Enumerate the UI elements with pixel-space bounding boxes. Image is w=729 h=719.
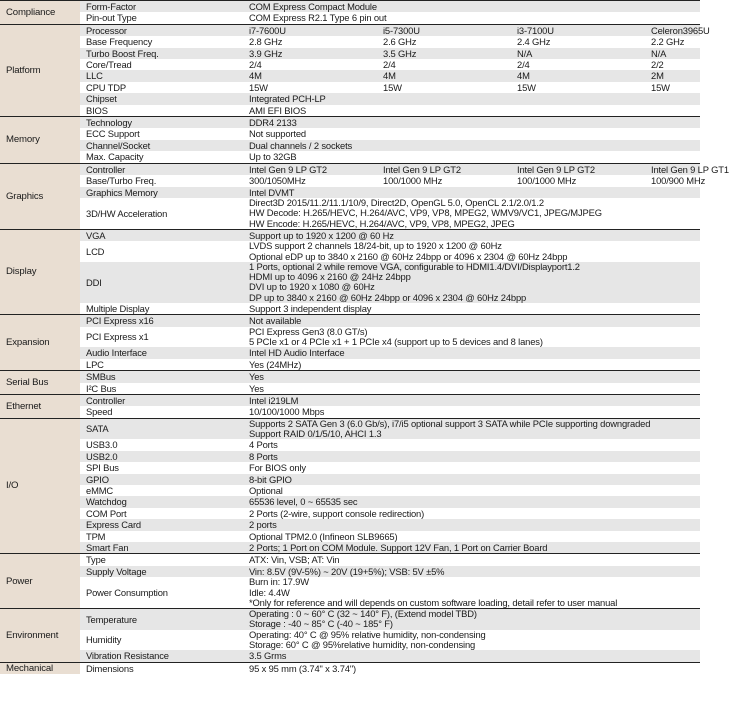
feature-value: Integrated PCH-LP [246,93,700,104]
feature-value [246,262,700,303]
feature-value: COM Express R2.1 Type 6 pin out [246,12,700,24]
category-mechanical: Mechanical [0,662,80,674]
spec-row [0,93,700,104]
feature-label: COM Port [80,508,246,519]
value-line: Operating : 0 ~ 60° C (32 ~ 140° F), (Extend model TBD) [249,608,477,620]
spec-row [0,474,700,485]
spec-row [0,418,700,439]
spec-row [0,151,700,163]
spec-row [0,347,700,358]
feature-value: Optional [246,485,700,496]
feature-value: 8-bit GPIO [246,474,700,485]
value-line: Direct3D 2015/11.2/11.1/10/9, Direct2D, OpenGL 5.0, OpenCL 2.1/2.0/1.2 [249,196,544,208]
feature-value: Vin: 8.5V (9V-5%) ~ 20V (19+5%); VSB: 5V ±5% [246,566,700,577]
feature-label: Core/Tread [80,59,246,70]
spec-row [0,508,700,519]
feature-label: Power Consumption [80,577,246,608]
feature-label: Vibration Resistance [80,650,246,662]
value-line: DP up to 3840 x 2160 @ 60Hz 24bpp or 4096 x 2304 @ 60Hz 24bpp [249,291,527,303]
value-line: Supports 2 SATA Gen 3 (6.0 Gb/s), i7/i5 optional support 3 SATA while PCIe supporting downgraded [249,417,651,429]
feature-label: Temperature [80,609,246,630]
value-col-1: 4M [246,70,380,81]
spec-row [0,315,700,327]
value-col-3: 2/4 [514,59,648,70]
category-environment: Environment [0,609,80,663]
spec-row [0,24,700,36]
feature-label: CPU TDP [80,82,246,93]
value-col-3: 2.4 GHz [514,36,648,47]
value-col-1: 300/1050MHz [246,175,380,186]
value-col-4: 100/900 MHz [648,175,700,186]
value-col-3: 4M [514,70,648,81]
feature-label: 3D/HW Acceleration [80,198,246,229]
spec-row [0,609,700,630]
value-col-1: 2.8 GHz [246,36,380,47]
value-col-4: 15W [648,82,700,93]
value-line: HW Encode: H.265/HEVC, H.264/AVC, VP9, VP8, MPEG2, JPEG [249,217,515,229]
spec-row [0,566,700,577]
feature-value: Not available [246,315,700,327]
feature-label: USB2.0 [80,451,246,462]
value-line: DVI up to 1920 x 1080 @ 60Hz [249,281,375,293]
feature-label: Type [80,554,246,566]
value-col-3: N/A [514,48,648,59]
value-col-4: 2/2 [648,59,700,70]
value-col-4: Intel Gen 9 LP GT1 [648,163,700,175]
value-col-3: 100/1000 MHz [514,175,648,186]
feature-value: Up to 32GB [246,151,700,163]
feature-value: COM Express Compact Module [246,1,700,13]
value-col-1: 15W [246,82,380,93]
category-ethernet: Ethernet [0,395,80,419]
value-col-2: 2.6 GHz [380,36,514,47]
spec-row [0,175,700,186]
spec-row [0,1,700,13]
spec-row [0,359,700,371]
feature-value [246,609,700,630]
spec-row [0,140,700,151]
feature-label: Smart Fan [80,542,246,554]
spec-row [0,48,700,59]
category-display: Display [0,229,80,315]
spec-row [0,105,700,117]
category-power: Power [0,554,80,609]
value-col-2: 100/1000 MHz [380,175,514,186]
feature-value: Yes [246,371,700,383]
feature-value: 2 Ports; 1 Port on COM Module. Support 12V Fan, 1 Port on Carrier Board [246,542,700,554]
feature-value [246,577,700,608]
feature-value: AMI EFI BIOS [246,105,700,117]
feature-label: SATA [80,418,246,439]
value-line: Storage: 60° C @ 95%relative humidity, non-condensing [249,639,476,651]
spec-row [0,451,700,462]
spec-row [0,70,700,81]
spec-row [0,485,700,496]
feature-value [246,327,700,348]
feature-label: USB3.0 [80,439,246,450]
spec-row [0,371,700,383]
feature-label: Watchdog [80,496,246,507]
spec-row [0,12,700,24]
feature-value [246,418,700,439]
value-line: HDMI up to 4096 x 2160 @ 24Hz 24bpp [249,271,411,283]
spec-row [0,163,700,175]
spec-row [0,662,700,674]
feature-label: Base Frequency [80,36,246,47]
spec-row [0,128,700,139]
category-expansion: Expansion [0,315,80,371]
spec-row [0,303,700,315]
feature-value: Support 3 independent display [246,303,700,315]
feature-value: Support up to 1920 x 1200 @ 60 Hz [246,229,700,241]
value-col-2: i5-7300U [380,24,514,36]
category-compliance: Compliance [0,1,80,25]
feature-label: Controller [80,395,246,407]
spec-row [0,395,700,407]
spec-row [0,59,700,70]
spec-row [0,650,700,662]
value-col-2: 15W [380,82,514,93]
feature-label: ECC Support [80,128,246,139]
value-col-4: 2M [648,70,700,81]
feature-label: Audio Interface [80,347,246,358]
feature-label: Dimensions [80,662,246,674]
category-memory: Memory [0,117,80,164]
spec-row [0,383,700,395]
value-col-2: Intel Gen 9 LP GT2 [380,163,514,175]
value-col-1: i7-7600U [246,24,380,36]
spec-row [0,82,700,93]
category-platform: Platform [0,24,80,116]
feature-value [246,630,700,651]
feature-value: 4 Ports [246,439,700,450]
value-line: Operating: 40° C @ 95% relative humidity, non-condensing [249,628,486,640]
feature-label: Processor [80,24,246,36]
feature-value: Yes (24MHz) [246,359,700,371]
spec-row [0,531,700,542]
value-line: Burn in: 17.9W [249,576,309,588]
feature-label: LLC [80,70,246,81]
feature-label: eMMC [80,485,246,496]
spec-row [0,519,700,530]
feature-value: Dual channels / 2 sockets [246,140,700,151]
category-serial-bus: Serial Bus [0,371,80,395]
feature-label: LPC [80,359,246,371]
feature-value [246,198,700,229]
value-col-3: i3-7100U [514,24,648,36]
feature-value: Intel DVMT [246,187,700,198]
value-line: Optional eDP up to 3840 x 2160 @ 60Hz 24bpp or 4096 x 2304 @ 60Hz 24bpp [249,250,568,262]
feature-label: VGA [80,229,246,241]
value-col-2: 2/4 [380,59,514,70]
feature-label: Multiple Display [80,303,246,315]
feature-label: SPI Bus [80,462,246,473]
value-line: 1 Ports, optional 2 while remove VGA, configurable to HDMI1.4/DVI/Displayport1.2 [249,260,580,272]
feature-value: 10/100/1000 Mbps [246,406,700,418]
feature-value: Optional TPM2.0 (Infineon SLB9665) [246,531,700,542]
feature-label: Graphics Memory [80,187,246,198]
feature-value [246,241,700,262]
feature-label: DDI [80,262,246,303]
feature-label: SMBus [80,371,246,383]
feature-value: DDR4 2133 [246,117,700,129]
feature-label: LCD [80,241,246,262]
spec-row [0,439,700,450]
feature-label: GPIO [80,474,246,485]
feature-label: Chipset [80,93,246,104]
category-graphics: Graphics [0,163,80,229]
feature-value: For BIOS only [246,462,700,473]
feature-label: Channel/Socket [80,140,246,151]
spec-row [0,542,700,554]
feature-label: I²C Bus [80,383,246,395]
value-line: LVDS support 2 channels 18/24-bit, up to 1920 x 1200 @ 60Hz [249,240,502,252]
feature-label: PCI Express x1 [80,327,246,348]
feature-label: BIOS [80,105,246,117]
feature-value: 2 ports [246,519,700,530]
value-col-1: 2/4 [246,59,380,70]
feature-label: Speed [80,406,246,418]
feature-label: Supply Voltage [80,566,246,577]
feature-value: 95 x 95 mm (3.74" x 3.74") [246,662,700,674]
feature-value: Not supported [246,128,700,139]
value-col-4: N/A [648,48,700,59]
spec-row [0,117,700,129]
feature-label: Base/Turbo Freq. [80,175,246,186]
spec-row [0,462,700,473]
spec-row [0,496,700,507]
spec-row [0,241,700,262]
value-col-3: Intel Gen 9 LP GT2 [514,163,648,175]
spec-row [0,262,700,303]
feature-value: Yes [246,383,700,395]
value-line: *Only for reference and will depends on custom software loading, detail refer to user manual [249,596,618,608]
value-col-4: 2.2 GHz [648,36,700,47]
value-col-1: 3.9 GHz [246,48,380,59]
feature-label: PCI Express x16 [80,315,246,327]
feature-label: Controller [80,163,246,175]
spec-row [0,630,700,651]
value-col-4: Celeron3965U [648,24,700,36]
feature-value: Intel HD Audio Interface [246,347,700,358]
feature-label: Max. Capacity [80,151,246,163]
spec-row [0,327,700,348]
feature-value: 2 Ports (2-wire, support console redirection) [246,508,700,519]
feature-label: Form-Factor [80,1,246,13]
spec-row [0,406,700,418]
value-line: Support RAID 0/1/5/10, AHCI 1.3 [249,428,382,440]
spec-row [0,198,700,229]
value-line: HW Decode: H.265/HEVC, H.264/AVC, VP9, VP8, MPEG2, WMV9/VC1, JPEG/MJPEG [249,207,602,219]
value-col-3: 15W [514,82,648,93]
feature-label: TPM [80,531,246,542]
feature-value: ATX: Vin, VSB; AT: Vin [246,554,700,566]
category-io: I/O [0,418,80,554]
feature-label: Technology [80,117,246,129]
value-line: Idle: 4.4W [249,586,290,598]
spec-row [0,577,700,608]
feature-value: 65536 level, 0 ~ 65535 sec [246,496,700,507]
value-line: 5 PCIe x1 or 4 PCIe x1 + 1 PCIe x4 (support up to 5 devices and 8 lanes) [249,336,543,348]
value-col-1: Intel Gen 9 LP GT2 [246,163,380,175]
feature-value: 3.5 Grms [246,650,700,662]
spec-row [0,36,700,47]
feature-value: Intel i219LM [246,395,700,407]
value-col-2: 3.5 GHz [380,48,514,59]
value-col-2: 4M [380,70,514,81]
spec-row [0,554,700,566]
feature-label: Humidity [80,630,246,651]
feature-value: 8 Ports [246,451,700,462]
feature-label: Pin-out Type [80,12,246,24]
feature-label: Turbo Boost Freq. [80,48,246,59]
value-line: Storage : -40 ~ 85° C (-40 ~ 185° F) [249,618,393,630]
feature-label: Express Card [80,519,246,530]
value-line: PCI Express Gen3 (8.0 GT/s) [249,325,368,337]
